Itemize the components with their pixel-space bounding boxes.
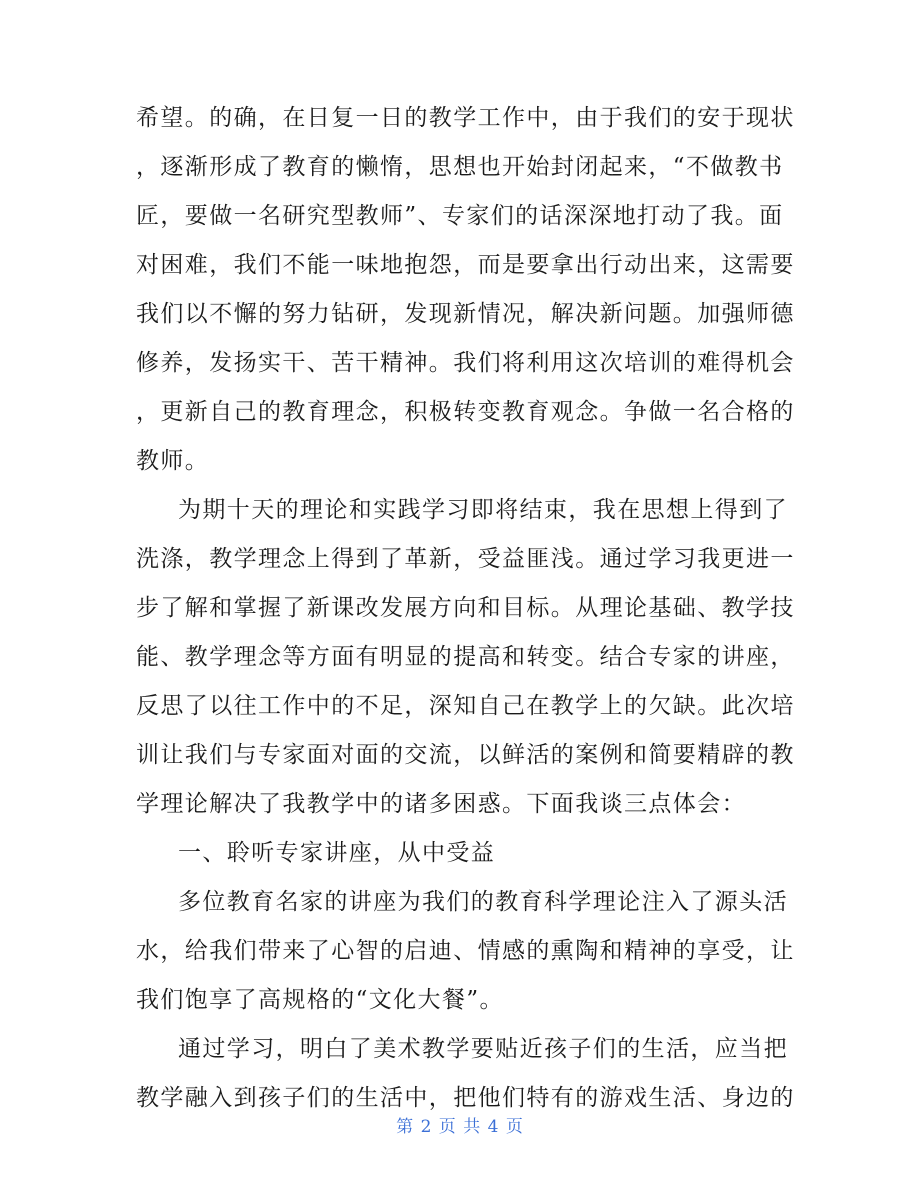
text-line: 反思了以往工作中的不足，深知自己在教学上的欠缺。此次培 [136,693,795,719]
text-line: 训让我们与专家面对面的交流，以鲜活的案例和简要精辟的教 [136,742,795,768]
page-number-footer: 第 2 页 共 4 页 [396,1117,524,1137]
text-line: 对困难，我们不能一味地抱怨，而是要拿出行动出来，这需要 [136,252,795,278]
text-line: ，逐渐形成了教育的懒惰，思想也开始封闭起来，“不做教书 [136,154,784,180]
text-line: 希望。的确，在日复一日的教学工作中，由于我们的安于现状 [136,105,795,131]
text-line: 我们饱享了高规格的“文化大餐”。 [136,987,504,1013]
text-line: 我们以不懈的努力钻研，发现新情况，解决新问题。加强师德 [136,301,795,327]
text-line: 教师。 [136,448,210,474]
text-line: 教学融入到孩子们的生活中，把他们特有的游戏生活、身边的 [136,1085,795,1111]
text-line: 水，给我们带来了心智的启迪、情感的熏陶和精神的享受，让 [136,938,795,964]
text-line: ，更新自己的教育理念，积极转变教育观念。争做一名合格的 [136,399,795,425]
text-line: 学理论解决了我教学中的诸多困惑。下面我谈三点体会： [136,791,746,817]
text-line: 能、教学理念等方面有明显的提高和转变。结合专家的讲座， [136,644,795,670]
paragraph-first-line: 通过学习，明白了美术教学要贴近孩子们的生活，应当把 [178,1036,788,1062]
text-line: 洗涤，教学理念上得到了革新，受益匪浅。通过学习我更进一 [136,546,795,572]
paragraph-first-line: 为期十天的理论和实践学习即将结束，我在思想上得到了 [178,497,788,523]
text-line: 步了解和掌握了新课改发展方向和目标。从理论基础、教学技 [136,595,795,621]
section-heading: 一、聆听专家讲座，从中受益 [178,840,496,866]
paragraph-first-line: 多位教育名家的讲座为我们的教育科学理论注入了源头活 [178,889,788,915]
text-line: 匠，要做一名研究型教师”、专家们的话深深地打动了我。面 [136,203,784,229]
text-line: 修养，发扬实干、苦干精神。我们将利用这次培训的难得机会 [136,350,795,376]
